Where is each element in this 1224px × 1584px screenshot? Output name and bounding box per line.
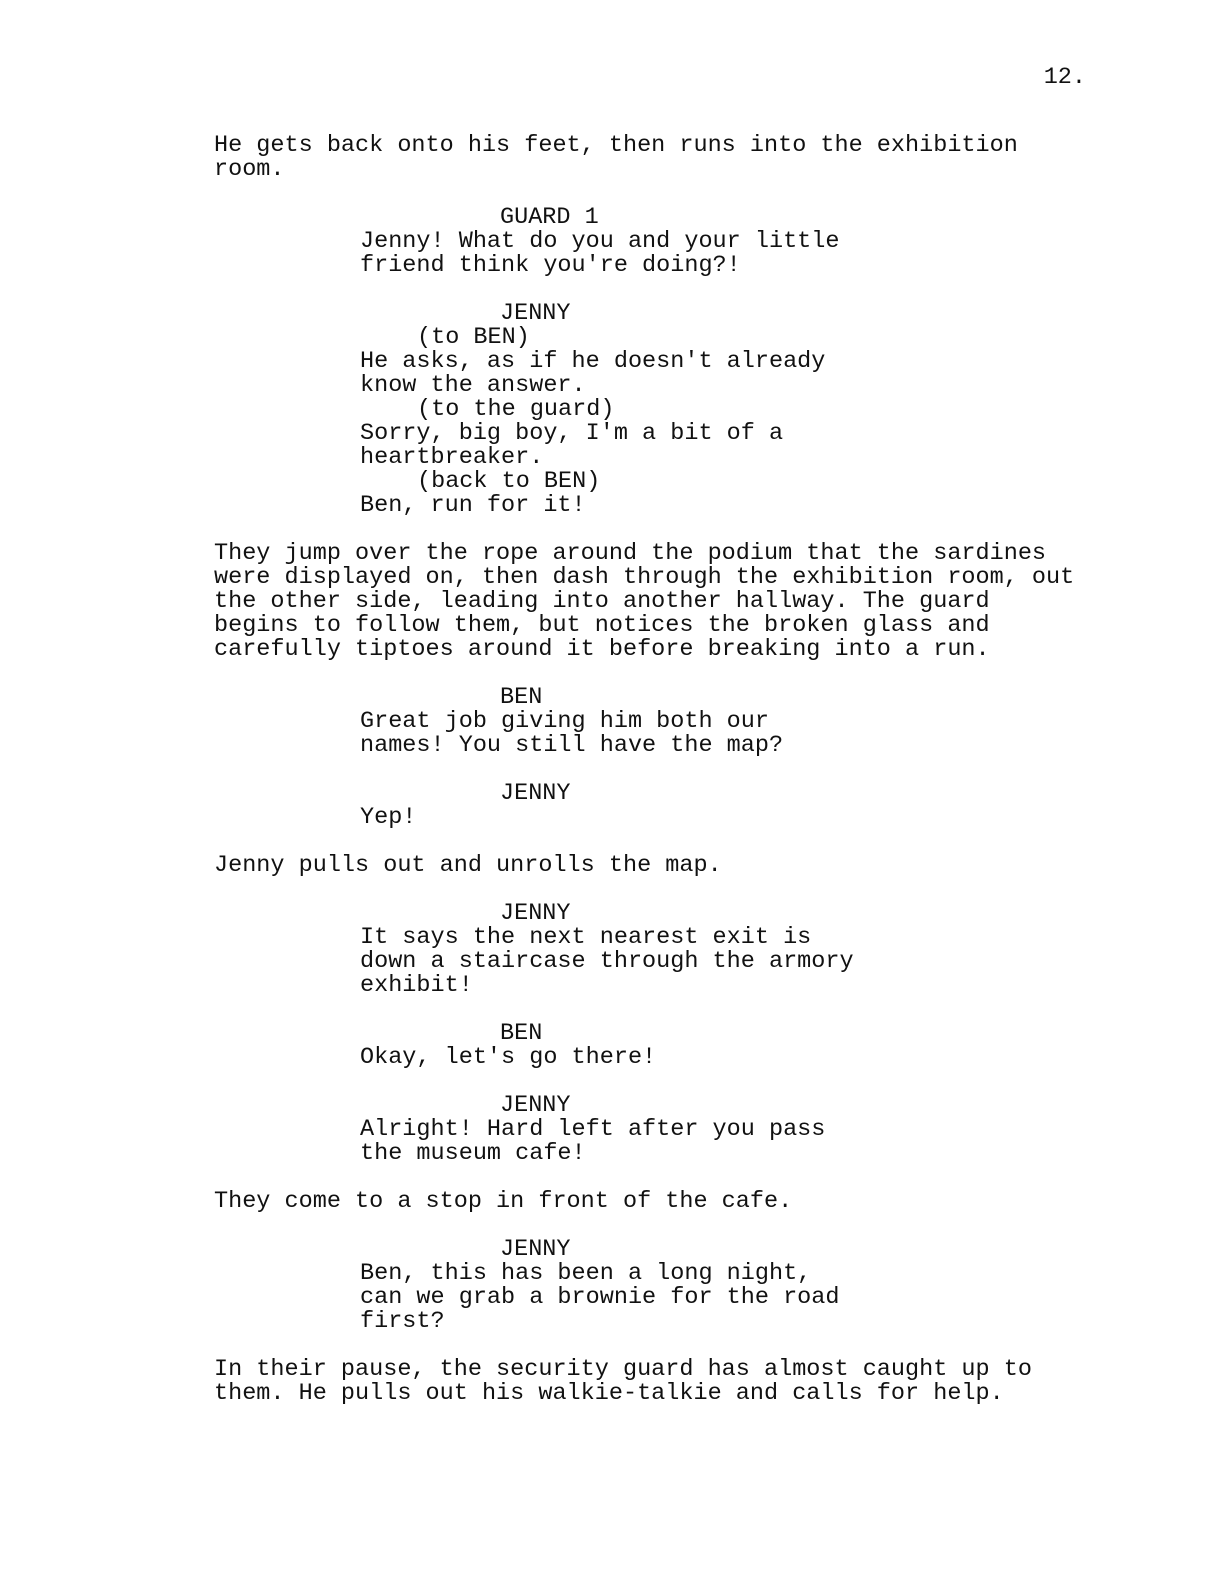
character-name: BEN [500, 1020, 543, 1047]
action-line: were displayed on, then dash through the exhibition room, out [214, 564, 1075, 591]
character-cue [214, 206, 1094, 230]
dialogue-line: Yep! [360, 804, 417, 831]
dialogue-block [214, 422, 1094, 470]
dialogue-line: He asks, as if he doesn't already [360, 348, 826, 375]
dialogue-line: Sorry, big boy, I'm a bit of a [360, 420, 784, 447]
character-name: JENNY [500, 1236, 571, 1263]
dialogue-line: know the answer. [360, 372, 586, 399]
blank-line [214, 662, 1094, 686]
dialogue-block [214, 926, 1094, 998]
parenthetical [214, 398, 1094, 422]
dialogue-block [214, 1046, 1094, 1070]
action-block [214, 134, 1094, 182]
dialogue-line: Ben, this has been a long night, [360, 1260, 812, 1287]
character-name: GUARD 1 [500, 204, 599, 231]
character-cue [214, 302, 1094, 326]
dialogue-line: exhibit! [360, 972, 473, 999]
character-cue [214, 686, 1094, 710]
action-line: carefully tiptoes around it before breaking into a run. [214, 636, 990, 663]
dialogue-line: Jenny! What do you and your little [360, 228, 840, 255]
dialogue-block [214, 1262, 1094, 1334]
blank-line [214, 830, 1094, 854]
dialogue-line: Okay, let's go there! [360, 1044, 657, 1071]
dialogue-line: names! You still have the map? [360, 732, 784, 759]
dialogue-block [214, 230, 1094, 278]
dialogue-block [214, 494, 1094, 518]
dialogue-line: can we grab a brownie for the road [360, 1284, 840, 1311]
parenthetical-text: (to BEN) [417, 324, 530, 351]
dialogue-line: Ben, run for it! [360, 492, 586, 519]
parenthetical [214, 326, 1094, 350]
blank-line [214, 278, 1094, 302]
page-number: 12. [1043, 64, 1086, 91]
character-name: JENNY [500, 300, 571, 327]
action-block [214, 1190, 1094, 1214]
blank-line [214, 998, 1094, 1022]
character-cue [214, 902, 1094, 926]
dialogue-block [214, 806, 1094, 830]
action-line: They jump over the rope around the podium that the sardines [214, 540, 1047, 567]
blank-line [214, 1166, 1094, 1190]
character-cue [214, 1022, 1094, 1046]
dialogue-line: first? [360, 1308, 445, 1335]
blank-line [214, 878, 1094, 902]
character-cue [214, 1238, 1094, 1262]
screenplay-body [214, 134, 1094, 1406]
character-name: JENNY [500, 1092, 571, 1119]
action-line: In their pause, the security guard has almost caught up to [214, 1356, 1032, 1383]
character-name: BEN [500, 684, 543, 711]
action-block [214, 1358, 1094, 1406]
blank-line [214, 1334, 1094, 1358]
parenthetical-text: (to the guard) [417, 396, 615, 423]
dialogue-line: It says the next nearest exit is [360, 924, 812, 951]
dialogue-block [214, 710, 1094, 758]
blank-line [214, 1214, 1094, 1238]
dialogue-line: friend think you're doing?! [360, 252, 741, 279]
character-cue [214, 1094, 1094, 1118]
action-block [214, 854, 1094, 878]
blank-line [214, 758, 1094, 782]
blank-line [214, 182, 1094, 206]
dialogue-block [214, 350, 1094, 398]
parenthetical [214, 470, 1094, 494]
character-name: JENNY [500, 900, 571, 927]
dialogue-line: Alright! Hard left after you pass [360, 1116, 826, 1143]
character-cue [214, 782, 1094, 806]
character-name: JENNY [500, 780, 571, 807]
dialogue-line: Great job giving him both our [360, 708, 769, 735]
action-line: them. He pulls out his walkie-talkie and calls for help. [214, 1380, 1004, 1407]
action-line: Jenny pulls out and unrolls the map. [214, 852, 722, 879]
blank-line [214, 518, 1094, 542]
action-line: He gets back onto his feet, then runs into the exhibition [214, 132, 1018, 159]
parenthetical-text: (back to BEN) [417, 468, 601, 495]
action-line: begins to follow them, but notices the broken glass and [214, 612, 990, 639]
dialogue-line: the museum cafe! [360, 1140, 586, 1167]
action-line: They come to a stop in front of the cafe. [214, 1188, 793, 1215]
action-line: room. [214, 156, 285, 183]
blank-line [214, 1070, 1094, 1094]
dialogue-block [214, 1118, 1094, 1166]
action-block [214, 542, 1094, 662]
dialogue-line: down a staircase through the armory [360, 948, 854, 975]
action-line: the other side, leading into another hallway. The guard [214, 588, 990, 615]
dialogue-line: heartbreaker. [360, 444, 544, 471]
